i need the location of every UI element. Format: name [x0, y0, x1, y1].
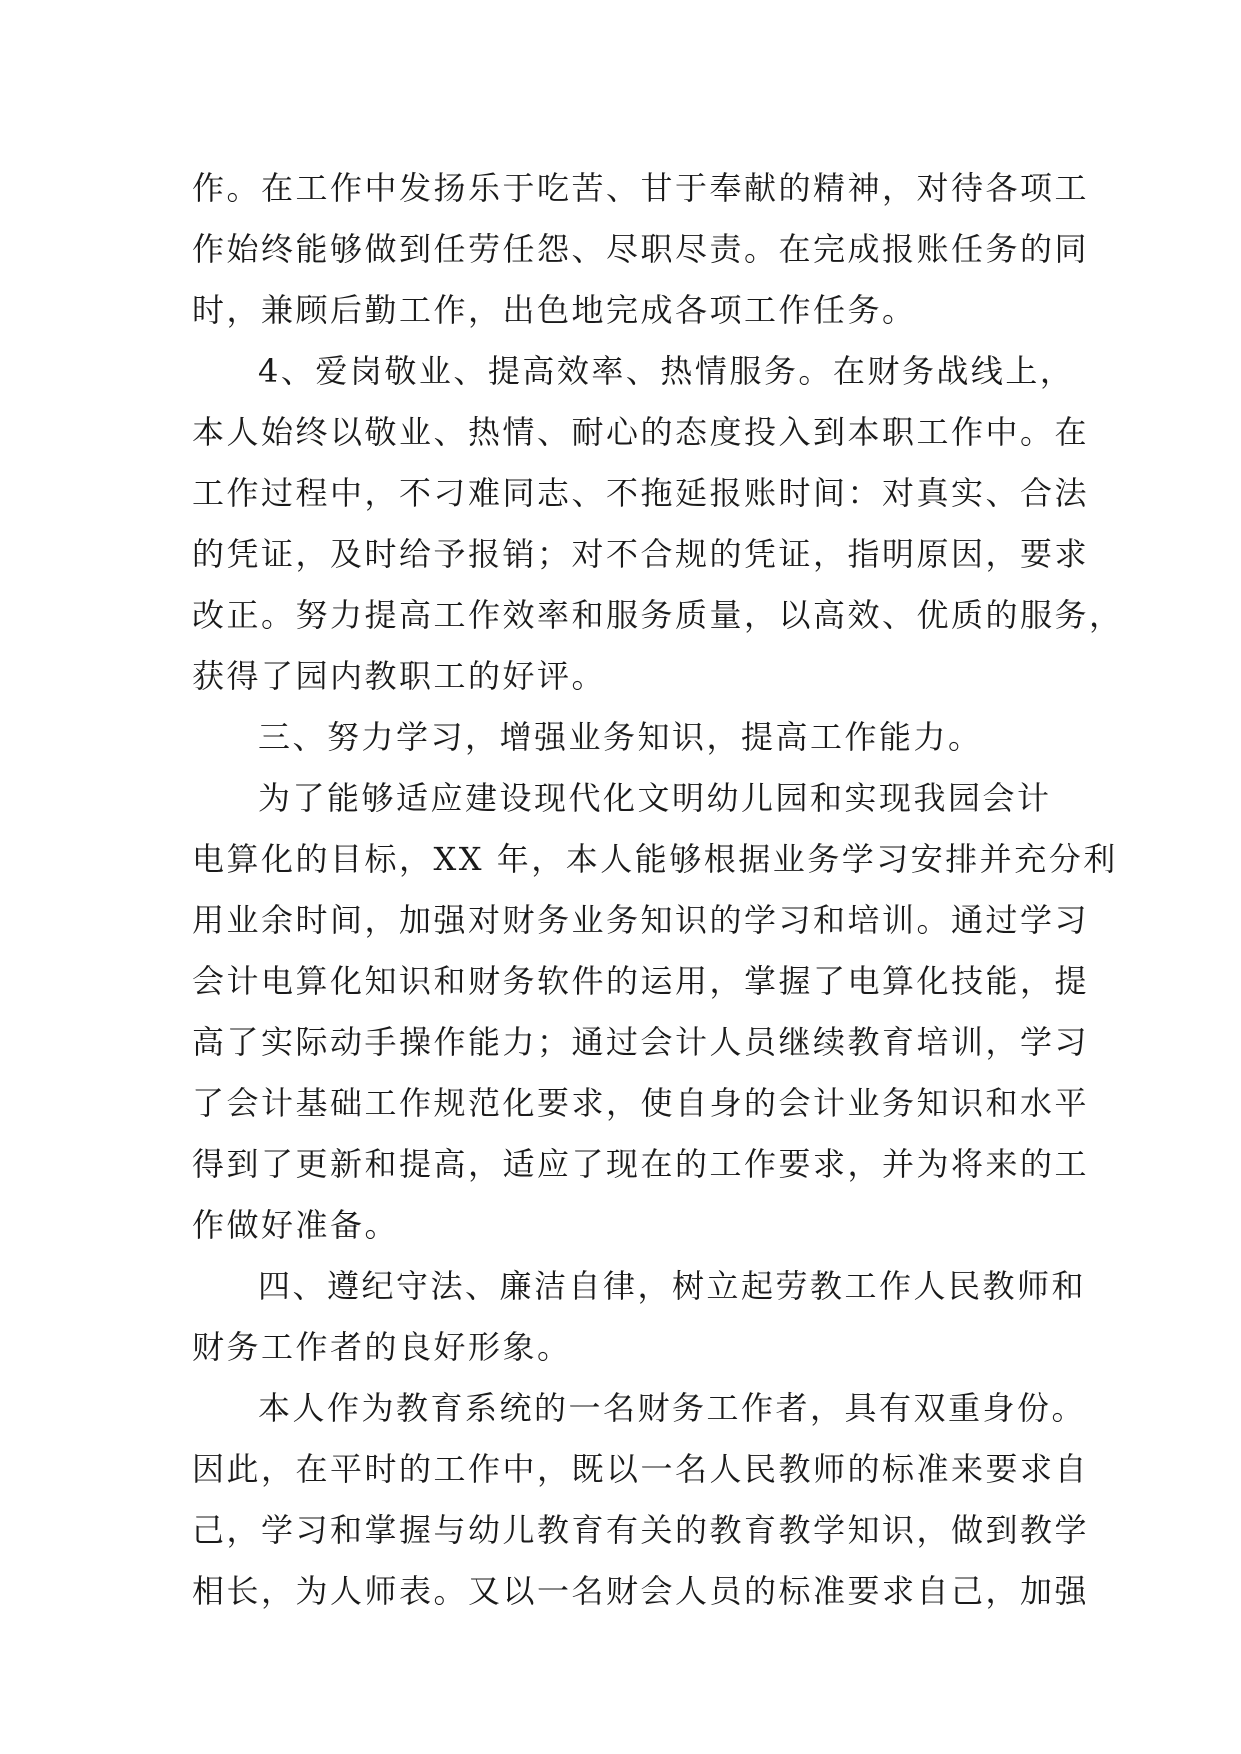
text-line: 的凭证，及时给予报销；对不合规的凭证，指明原因，要求 [192, 535, 1090, 573]
text-line: 本人始终以敬业、热情、耐心的态度投入到本职工作中。在 [192, 413, 1090, 451]
text-line: 作做好准备。 [192, 1206, 400, 1244]
text-line: 得到了更新和提高，适应了现在的工作要求，并为将来的工 [192, 1145, 1090, 1183]
text-line: 己，学习和掌握与幼儿教育有关的教育教学知识，做到教学 [192, 1511, 1090, 1549]
text-line: 4、爱岗敬业、提高效率、热情服务。在财务战线上， [258, 352, 1075, 390]
text-line: 相长，为人师表。又以一名财会人员的标准要求自己，加强 [192, 1572, 1090, 1610]
section-heading: 三、努力学习，增强业务知识，提高工作能力。 [258, 718, 983, 756]
text-line: 电算化的目标，XX 年，本人能够根据业务学习安排并充分利 [192, 840, 1118, 878]
text-line: 作。在工作中发扬乐于吃苦、甘于奉献的精神，对待各项工 [192, 169, 1090, 207]
text-line: 时，兼顾后勤工作，出色地完成各项工作任务。 [192, 291, 917, 329]
text-line: 用业余时间，加强对财务业务知识的学习和培训。通过学习 [192, 901, 1090, 939]
text-line: 改正。努力提高工作效率和服务质量，以高效、优质的服务， [192, 596, 1124, 634]
text-line: 获得了园内教职工的好评。 [192, 657, 607, 695]
text-line: 为了能够适应建设现代化文明幼儿园和实现我园会计 [258, 779, 1052, 817]
text-line: 了会计基础工作规范化要求，使自身的会计业务知识和水平 [192, 1084, 1090, 1122]
document-body [192, 158, 1124, 1622]
text-line: 高了实际动手操作能力；通过会计人员继续教育培训，学习 [192, 1023, 1090, 1061]
text-line: 会计电算化知识和财务软件的运用，掌握了电算化技能，提 [192, 962, 1090, 1000]
text-line: 工作过程中，不刁难同志、不拖延报账时间：对真实、合法 [192, 474, 1090, 512]
text-line: 因此，在平时的工作中，既以一名人民教师的标准来要求自 [192, 1450, 1090, 1488]
text-line: 财务工作者的良好形象。 [192, 1328, 572, 1366]
section-heading: 四、遵纪守法、廉洁自律，树立起劳教工作人民教师和 [258, 1267, 1087, 1305]
text-line: 本人作为教育系统的一名财务工作者，具有双重身份。 [258, 1389, 1087, 1427]
text-line: 作始终能够做到任劳任怨、尽职尽责。在完成报账任务的同 [192, 230, 1090, 268]
